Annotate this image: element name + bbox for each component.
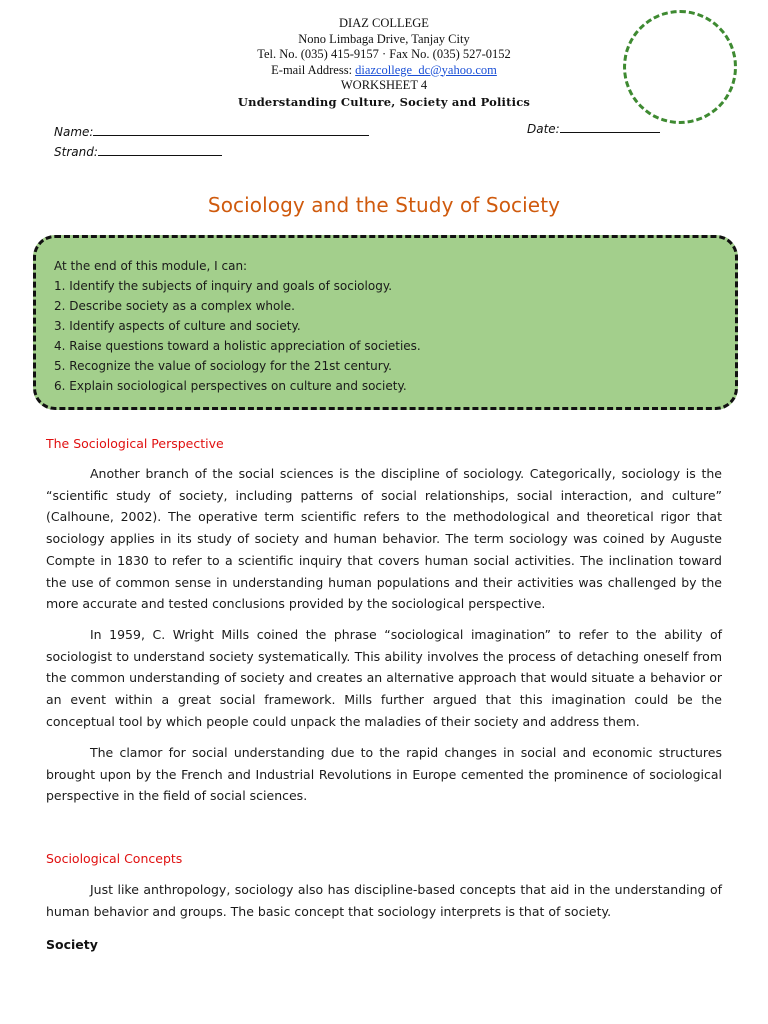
name-label: Name: [54, 125, 94, 139]
objective-item: 5. Recognize the value of sociology for the 21st century. [54, 359, 392, 373]
worksheet-number: WORKSHEET 4 [340, 78, 428, 92]
objective-item: 1. Identify the subjects of inquiry and goals of sociology. [54, 279, 393, 293]
date-line[interactable] [560, 121, 660, 133]
school-address: Nono Limbaga Drive, Tanjay City [298, 31, 470, 46]
subject-title: Understanding Culture, Society and Politics [237, 95, 531, 109]
objectives-list [54, 276, 735, 396]
paragraph: Just like anthropology, sociology also has discipline-based concepts that aid in the understanding of human behavior and groups. The basic concept that sociology interprets is that of society. [46, 882, 722, 919]
seal-placeholder-circle [623, 10, 737, 124]
strand-line[interactable] [98, 144, 222, 156]
date-field[interactable] [527, 121, 660, 136]
date-label: Date: [527, 122, 560, 136]
strand-field[interactable] [54, 144, 222, 159]
paragraph: The clamor for social understanding due to the rapid changes in social and economic structures brought upon by the French and Industrial Revolutions in Europe cemented the prominence of sociological perspective in the field of social sciences. [46, 745, 722, 804]
section-heading-sociological-perspective: The Sociological Perspective [46, 436, 224, 451]
strand-label: Strand: [54, 145, 98, 159]
email-label: E-mail Address: [271, 62, 356, 77]
objectives-box [33, 235, 738, 410]
objective-item: 2. Describe society as a complex whole. [54, 299, 295, 313]
paragraph: Another branch of the social sciences is the discipline of sociology. Categorically, sociology is the “scientific study of society, including patterns of social relationships, social interaction, and culture” (Calhoune, 2002). The operative term scientific refers to the methodological and theoretical rigor that sociology applies in its study of society and human behavior. The term sociology was coined by Auguste Compte in 1830 to refer to a scientific inquiry that covers human social activities. The inclination toward the use of common sense in understanding human populations and their activities was challenged by the more accurate and tested conclusions provided by the sociological perspective. [46, 466, 722, 612]
email-link[interactable]: diazcollege_dc@yahoo.com [355, 62, 497, 77]
objectives-intro: At the end of this module, I can: [54, 259, 248, 273]
objective-item: 6. Explain sociological perspectives on culture and society. [54, 379, 407, 393]
page-title: Sociology and the Study of Society [207, 193, 561, 217]
objective-item: 4. Raise questions toward a holistic appreciation of societies. [54, 339, 421, 353]
school-name: DIAZ COLLEGE [339, 16, 429, 30]
name-field[interactable] [54, 124, 369, 139]
objective-item: 3. Identify aspects of culture and society. [54, 319, 301, 333]
subheading-society: Society [46, 937, 98, 952]
name-line[interactable] [93, 124, 369, 136]
paragraph: In 1959, C. Wright Mills coined the phrase “sociological imagination” to refer to the ability of sociologist to understand society systematically. This ability involves the process of detaching oneself from the common understanding of society and creates an alternative approach that would situate a behavior or an event within a great social framework. Mills further argued that this imagination could be the conceptual tool by which people could unpack the maladies of their society and address them. [46, 627, 722, 729]
school-phones: Tel. No. (035) 415-9157 · Fax No. (035) 527-0152 [257, 47, 511, 61]
section-heading-sociological-concepts: Sociological Concepts [46, 851, 183, 866]
